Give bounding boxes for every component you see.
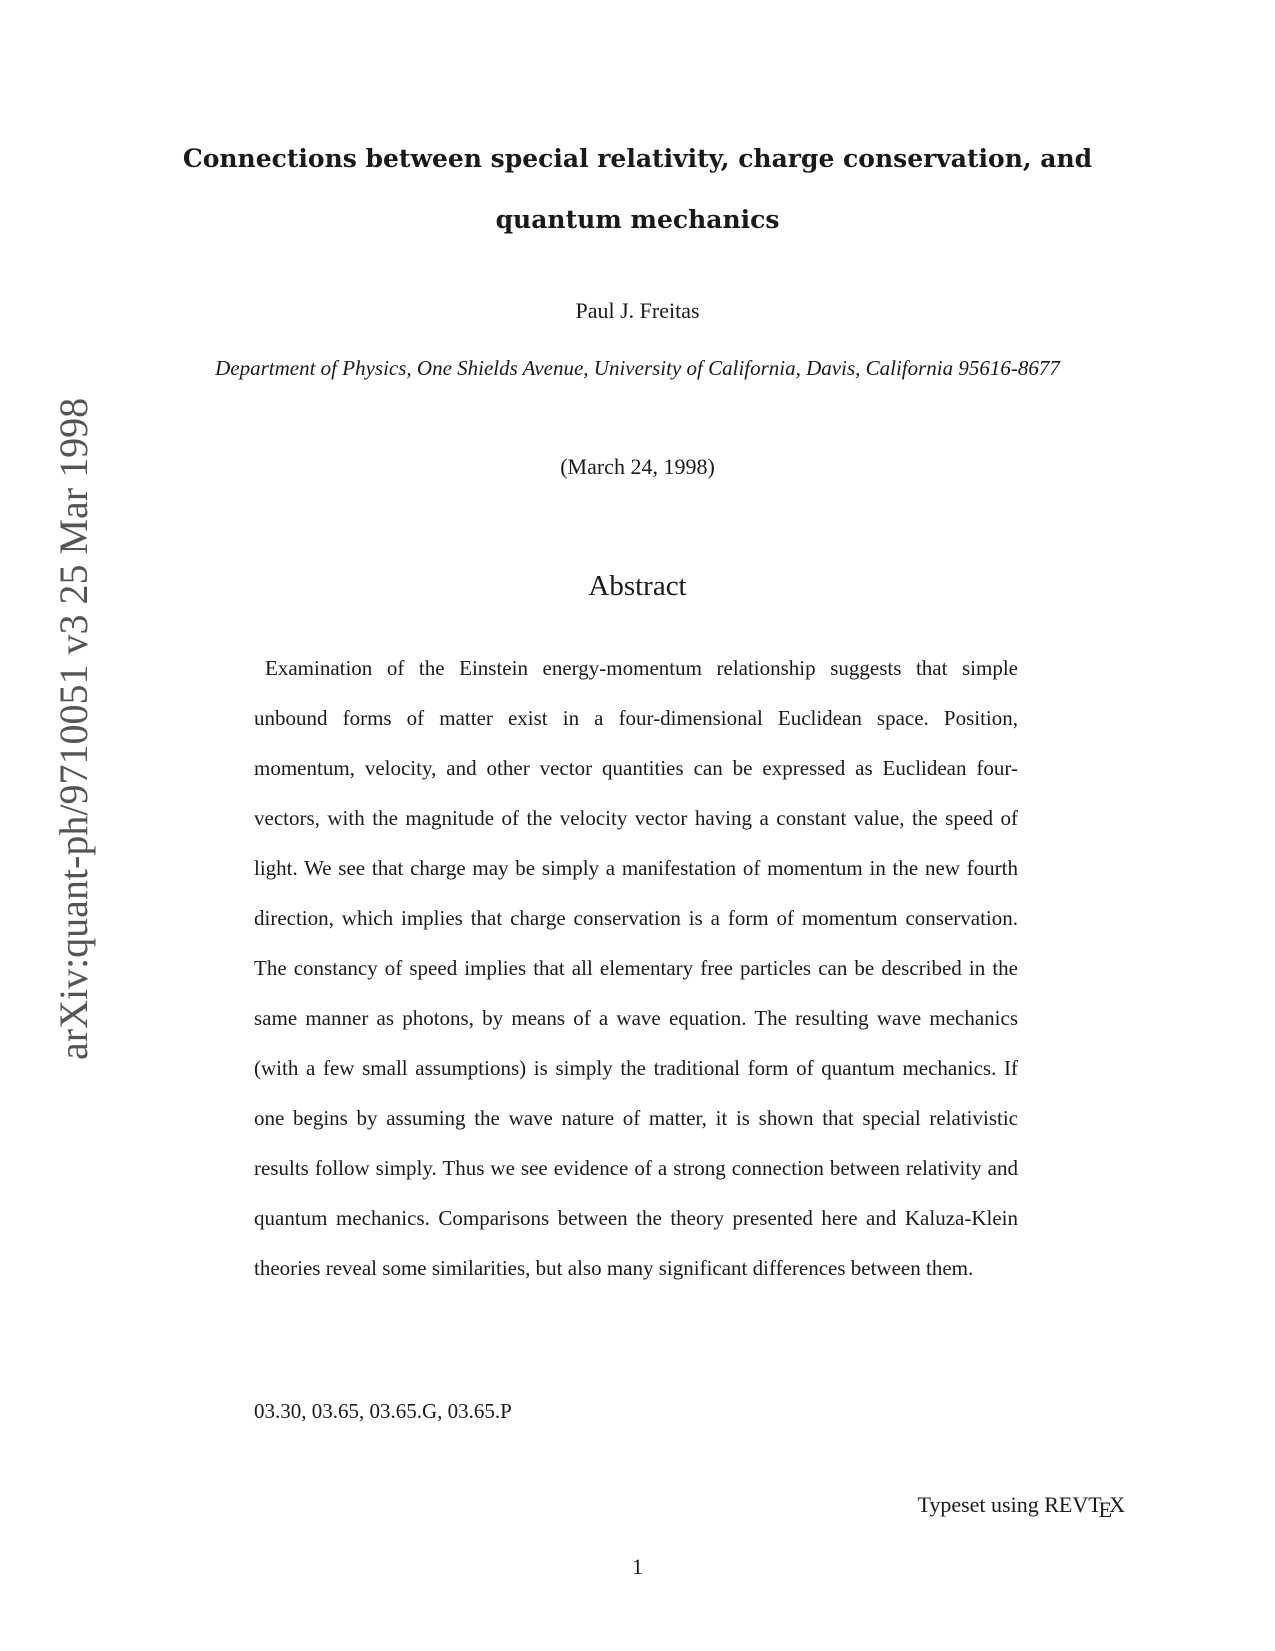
page-number: 1 <box>632 1554 643 1579</box>
pacs-codes: 03.30, 03.65, 03.65.G, 03.65.P <box>254 1399 512 1423</box>
arxiv-side-stamp: arXiv:quant-ph/9710051 v3 25 Mar 1998 <box>51 397 96 1060</box>
paper-title: Connections between special relativity, charge conservation, and quantum mechanics <box>182 144 1093 234</box>
author-affiliation: Department of Physics, One Shields Avenue, University of California, Davis, California 95616-8677 <box>215 356 1060 380</box>
typeset-note <box>917 1490 1125 1520</box>
typeset-suffix: X <box>1109 1492 1125 1517</box>
author-name: Paul J. Freitas <box>575 298 700 323</box>
typeset-tex-e: E <box>1098 1497 1113 1522</box>
typeset-prefix: Typeset using REVT <box>917 1492 1102 1517</box>
paper-date: (March 24, 1998) <box>560 454 715 479</box>
abstract-text: Examination of the Einstein energy-momentum relationship suggests that simple unbound forms of matter exist in a four-dimensional Euclidean space. Position, momentum, velocity, and other vector quantities can be expressed as Euclidean four-vectors, with the magnitude of the velocity vector having a constant value, the speed of light. We see that charge may be simply a manifestation of momentum in the new fourth direction, which implies that charge conservation is a form of momentum conservation. The constancy of speed implies that all elementary free particles can be described in the same manner as photons, by means of a wave equation. The resulting wave mechanics (with a few small assumptions) is simply the traditional form of quantum mechanics. If one begins by assuming the wave nature of matter, it is shown that special relativistic results follow simply. Thus we see evidence of a strong connection between relativity and quantum mechanics. Comparisons between the theory presented here and Kaluza-Klein theories reveal some similarities, but also many significant differences between them. <box>254 656 1018 1280</box>
abstract-heading: Abstract <box>588 570 687 602</box>
